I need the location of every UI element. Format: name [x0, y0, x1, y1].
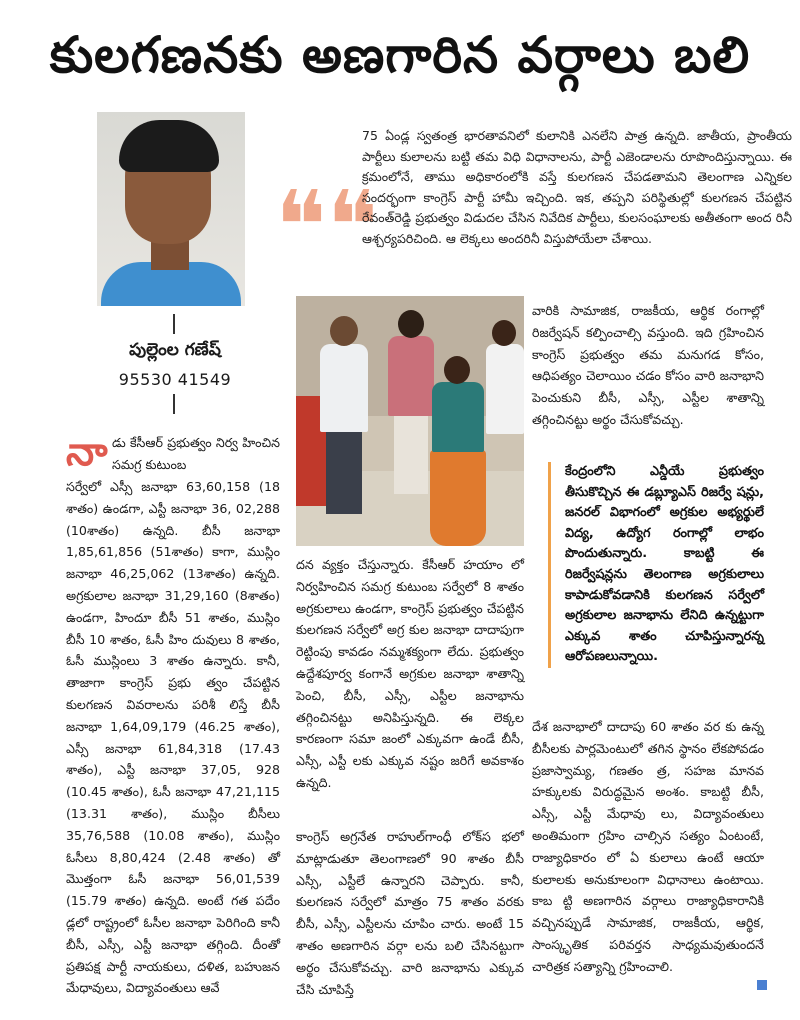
reporter-name: పుల్లెంల గణేష్ — [129, 340, 221, 360]
byline-divider-top — [173, 314, 175, 334]
mid-column-para1: దన వ్యక్తం చేస్తున్నారు. కేసీఆర్ హయాం లో నిర్వహించిన సమగ్ర కుటుంబ సర్వేలో 8 శాతం అగ్రకులాలు ఉండగా, కాంగ్రెస్ ప్రభుత్వం చేపట్టిన కులగణన సర్వేలో అగ్ర కుల జనాభా దాదాపుగా రెట్టింపు కావడం నమ్మశక్యంగా లేదు. ప్రభుత్వం ఉద్దేశపూర్వ కంగానే అగ్రకుల జనాభా శాతాన్ని పెంచి, బీసీ, ఎస్సీ, ఎస్టీల జనాభాను తగ్గించినట్టు అనిపిస్తున్నది. ఈ లెక్కల కారణంగా సమా జంలో ఎక్కువగా ఉండే బీసీ, ఎస్సీ, ఎస్టీ లకు ఎక్కువ నష్టం జరిగే అవకాశం ఉన్నది. — [296, 557, 524, 790]
left-column-body — [66, 476, 280, 999]
byline-divider-bottom — [173, 394, 175, 414]
right-column-para2: దేశ జనాభాలో దాదాపు 60 శాతం వర కు ఉన్న బీసీలకు పార్లమెంటులో తగిన స్థానం లేకపోవడం ప్రజాస్వామ్య, గణతం త్ర, సహజ మానవ హక్కులకు విరుద్ధమైన అంశం. కాబట్టి బీసీ, ఎస్సీ, ఎస్టీ మేధావు లు, విద్యావంతులు అంతిమంగా గ్రహిం చాల్సిన సత్యం ఏంటంటే, రాజ్యాధికారం లో ఏ కులాలు ఉంటే ఆయా కులాలకు అనుకూలంగా విధానాలు ఉంటాయి. కాబ ట్టి అణగారిన వర్గాలు రాజ్యాధికారానికి వచ్చినప్పుడే సామాజిక, రాజకీయ, ఆర్థిక, సాంస్కృతిక పరివర్తన సాధ్యమవుతుందనే చారిత్రక సత్యాన్ని గ్రహించాలి. — [532, 719, 764, 974]
left-column-opening: డు కేసీఆర్ ప్రభుత్వం నిర్వ హించిన సమగ్ర కుటుంబ — [112, 435, 280, 472]
mid-column-para2: కాంగ్రెస్ అగ్రనేత రాహుల్‌గాంధీ లోక్‌స భలో మాట్లాడుతూ తెలంగాణలో 90 శాతం బీసీ ఎస్సీ, ఎస్టీలే ఉన్నారని చెప్పారు. కానీ, కులగణన సర్వేలో మాత్రం 75 శాతం వరకు బీసీ, ఎస్సీ, ఎస్టీలను చూపిం చారు. అంటే 15 శాతం అణగారిన వర్గా లను బలి చేసినట్టుగా అర్థం చేసుకోవచ్చు. వారి జనాభాను ఎక్కువ చేసి చూపిస్తే — [296, 829, 524, 997]
quote-marks-icon: ❝❝ — [275, 170, 379, 282]
lead-quote: 75 ఏండ్ల స్వతంత్ర భారతావనిలో కులానికి ఎనలేని పాత్ర ఉన్నది. జాతీయ, ప్రాంతీయ పార్టీలు కులాలను బట్టి తమ విధి విధానాలను, పార్టీ ఎజెండాలను రూపొందిస్తున్నాయి. ఈ క్రమంలోనే, తాము అధికారంలోకి వస్తే కులగణన చేపడతామని తెలంగాణ ఎన్నికల సందర్భంగా కాంగ్రెస్ పార్టీ హామీ ఇచ్చింది. ఇక, తప్పని పరిస్థితుల్లో కులగణన చేపట్టిన రేవంత్‌రెడ్డి ప్రభుత్వం విడుదల చేసిన నివేదిక పార్టీలు, కులసంఘాలకు అతీతంగా అంద రినీ ఆశ్చర్యపరిచింది. ఆ లెక్కలు అందరినీ విస్తుపోయేలా చేశాయి. — [362, 128, 792, 246]
headline: కులగణనకు అణగారిన వర్గాలు బలి — [49, 26, 751, 84]
news-photo — [296, 296, 524, 546]
reporter-photo — [97, 112, 245, 306]
left-column-text: సర్వేలో ఎస్సీ జనాభా 63,60,158 (18 శాతం) ఉండగా, ఎస్టీ జనాభా 36, 02,288 (10శాతం) ఉన్నది. బీసీ జనాభా 1,85,61,856 (51శాతం) కాగా, ముస్లిం జనాభా 46,25,062 (13శాతం) ఉన్నది. అగ్రకులాల జనాభా 31,29,160 (8శాతం) ఉండగా, హిందూ బీసీ 51 శాతం, ముస్లిం బీసీ 10 శాతం, ఓసీ హిం దువులు 8 శాతం, ఓసీ ముస్లింలు 3 శాతం ఉన్నారు. కానీ, తాజాగా కాంగ్రెస్ ప్రభు త్వం చేపట్టిన కులగణన వివరాలను పరిశీ లిస్తే బీసీ జనాభా 1,64,09,179 (46.25 శాతం), ఎస్సీ జనాభా 61,84,318 (17.43 శాతం), ఎస్టీ జనాభా 37,05, 928 (10.45 శాతం), ఓసీ జనాభా 47,21,115 (13.31 శాతం), ముస్లిం బీసీలు 35,76,588 (10.08 శాతం), ముస్లిం ఓసీలు 8,80,424 (2.48 శాతం) తో మొత్తంగా ఓసీ జనాభా 56,01,539 (15.79 శాతం) ఉన్నది. అంటే గత పదేం డ్లలో రాష్ట్రంలో ఓసీల జనాభా పెరిగింది కానీ బీసీ, ఎస్సీ, ఎస్టీ జనాభా తగ్గింది. దీంతో ప్రతిపక్ష పార్టీ నాయకులు, దళిత, బహుజన మేధావులు, విద్యావంతులు ఆవే — [66, 479, 280, 996]
pull-quote: కేంద్రంలోని ఎన్డీయే ప్రభుత్వం తీసుకొచ్చిన ఈ డబ్ల్యూఎస్ రిజర్వే షన్లు, జనరల్ విభాగంలో అగ్రకుల అభ్యర్థులే విద్య, ఉద్యోగ రంగాల్లో లాభం పొందుతున్నారు. కాబట్టి ఈ రిజర్వేషన్లను తెలంగాణ అగ్రకులాలు కాపాడుకోవడానికి కులగణన సర్వేలో అగ్రకులాల జనాభాను లేనిది ఉన్నట్టుగా ఎక్కువ శాతం చూపిస్తున్నారన్న ఆరోపణలున్నాయి. — [548, 462, 764, 668]
right-column-para1: వారికి సామాజిక, రాజకీయ, ఆర్థిక రంగాల్లో రిజర్వేషన్ కల్పించాల్సి వస్తుంది. ఇది గ్రహించిన కాంగ్రెస్ ప్రభుత్వం తమ మనుగడ కోసం, ఆధిపత్యం చెలాయిం చడం కోసం వారి జనాభాని పెంచుకుని బీసీ, ఎస్సీ, ఎస్టీల శాతాన్ని తగ్గించినట్టు అర్థం చేసుకోవచ్చు. — [532, 303, 764, 427]
reporter-phone: 95530 41549 — [118, 370, 232, 389]
dropcap: నా — [66, 429, 108, 475]
end-mark-icon — [757, 980, 767, 990]
